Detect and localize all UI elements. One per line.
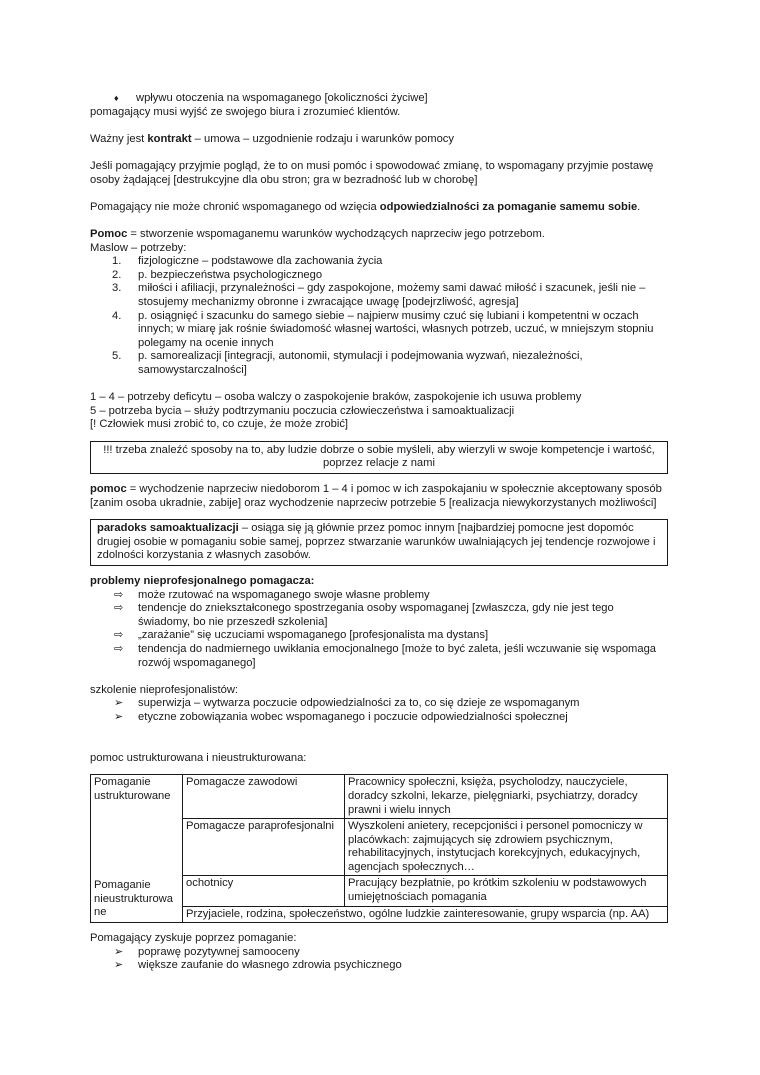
paragraph-bycie: 5 – potrzeba bycia – służy podtrzymaniu poczucia człowieczeństwa i samoaktualizacji <box>90 404 515 417</box>
arrow-right-icon: ⇨ <box>114 588 124 601</box>
document-page <box>90 92 668 973</box>
table-row <box>91 819 668 876</box>
zyski-title: Pomagający zyskuje poprzez pomaganie: <box>90 932 297 945</box>
table-cell: Wyszkoleni anietery, recepcjoniści i personel pomocniczy w placówkach: zajmujących się zdrowiem psychicznym, rehabilitacyjnych, instytucjach korekcyjnych, edukacyjnych, agencjach społecznych… <box>345 819 668 876</box>
list-item: ➢ superwizja – wytwarza poczucie odpowiedzialności za to, co się dzieje ze wspomaganym <box>114 697 580 710</box>
paragraph-odpowiedzialnosc: Pomagający nie może chronić wspomaganego od wzięcia odpowiedzialności za pomaganie samemu sobie. <box>90 200 641 213</box>
bullet-text: wpływu otoczenia na wspomaganego [okoliczności życiwe] <box>136 92 428 104</box>
arrowhead-icon: ➢ <box>114 710 124 723</box>
table-cell: Przyjaciele, rodzina, społeczeństwo, ogólne ludzkie zainteresowanie, grupy wsparcia (np. AA) <box>183 906 668 923</box>
list-item: ⇨ może rzutować na wspomaganego swoje własne problemy <box>114 588 430 601</box>
list-item: 2. p. bezpieczeństwa psychologicznego <box>112 268 323 281</box>
list-item: ⇨ tendencja do nadmiernego uwikłania emocjonalnego [może to być zaleta, jeśli wczuwanie się wspomaga rozwój wspomaganego] <box>114 642 657 669</box>
arrowhead-icon: ➢ <box>114 959 124 972</box>
maslow-title: Maslow – potrzeby: <box>90 241 187 254</box>
helpers-table <box>90 774 668 923</box>
list-item: ⇨ tendencje do zniekształconego spostrzegania osoby wspomaganej [zwłaszcza, gdy nie jest tego świadomy, bo nie przeszedł szkolenia] <box>114 602 614 628</box>
list-item: ⇨ „zarażanie” się uczuciami wspomaganego [profesjonalista ma dystans] <box>114 629 489 642</box>
list-item: 4. p. osiągnięć i szacunku do samego siebie – najpierw musimy czuć się lubiani i kompetentni w oczach innych; w miarę jak rośnie świadomość własnej wartości, własnych potrzeb, uczuć, w mniejszym stopniu polegamy na ocenie innych <box>112 309 654 349</box>
paragraph-pomoc: pomoc = wychodzenie naprzeciw niedoborom 1 – 4 i pomoc w ich zaspokajaniu w społecznie akceptowany sposób [zanim osoba ukradnie, zabije] oraz wychodzenie naprzeciw potrzebie 5 [realizacja niewykorzystanych możliwości] <box>90 483 662 509</box>
table-cell: Pomagacze zawodowi <box>183 775 345 819</box>
problemy-list <box>90 589 668 671</box>
problemy-title: problemy nieprofesjonalnego pomagacza: <box>90 575 315 587</box>
arrow-right-icon: ⇨ <box>114 602 124 615</box>
paragraph-note: [! Człowiek musi zrobić to, co czuje, że może zrobić] <box>90 418 349 431</box>
table-title: pomoc ustrukturowana i nieustrukturowana: <box>90 751 307 764</box>
list-item: ➢ etyczne zobowiązania wobec wspomaganego i poczucie odpowiedzialności społecznej <box>114 710 568 723</box>
highlight-box: !!! trzeba znaleźć sposoby na to, aby ludzie dobrze o sobie myśleli, aby wierzyli w swoje kompetencje i wartość, poprzez relacje z nami <box>90 441 668 474</box>
list-item: ➢ większe zaufanie do własnego zdrowia psychicznego <box>114 959 402 972</box>
arrowhead-icon: ➢ <box>114 945 124 958</box>
zyski-list <box>90 946 668 973</box>
szkolenie-title: szkolenie nieprofesjonalistów: <box>90 683 239 696</box>
paragraph-pomoc-definition: Pomoc = stworzenie wspomaganemu warunków wychodzących naprzeciw jego potrzebom. <box>90 227 545 240</box>
table-cell <box>91 819 183 876</box>
paragraph-poglad: Jeśli pomagający przyjmie pogląd, że to on musi pomóc i spowodować zmianę, to wspomagany przyjmie postawę osoby żądającej [destrukcyjne dla obu stron; gra w bezradność lub w chorobę] <box>90 159 654 186</box>
list-item: 3. miłości i afiliacji, przynależności – gdy zaspokojone, możemy sami dawać miłość i szacunek, jeśli nie – stosujemy mechanizmy obronne i zwracające uwagę [podejrzliwość, agresja] <box>112 282 646 308</box>
table-cell: Pracujący bezpłatnie, po krótkim szkoleniu w podstawowych umiejętnościach pomagania <box>345 876 668 906</box>
maslow-list <box>90 255 668 377</box>
arrowhead-icon: ➢ <box>114 697 124 710</box>
table-cell: Pomaganie ustrukturowane <box>91 775 183 819</box>
paragraph: pomagający musi wyjść ze swojego biura i zrozumieć klientów. <box>90 105 401 118</box>
table-row <box>91 775 668 819</box>
table-cell: Pomaganie nieustrukturowa ne <box>91 876 183 923</box>
paragraph-deficyt: 1 – 4 – potrzeby deficytu – osoba walczy o zaspokojenie braków, zaspokojenie ich usuwa problemy <box>90 391 582 404</box>
list-item: 1. fizjologiczne – podstawowe dla zachowania życia <box>112 255 383 268</box>
szkolenie-list <box>90 697 668 724</box>
bullet-item <box>90 92 668 106</box>
paragraph-kontrakt: Ważny jest kontrakt – umowa – uzgodnienie rodzaju i warunków pomocy <box>90 132 454 145</box>
table-row <box>91 876 668 906</box>
arrow-right-icon: ⇨ <box>114 642 124 655</box>
list-item: 5. p. samorealizacji [integracji, autonomii, stymulacji i podejmowania wyzwań, niezależności, samowystarczalności] <box>112 350 583 376</box>
arrow-right-icon: ⇨ <box>114 629 124 642</box>
paradoks-box: paradoks samoaktualizacji – osiąga się ją głównie przez pomoc innym [najbardziej pomocne jest dopomóc drugiej osobie w pomaganiu sobie samej, poprzez stwarzanie warunków uwalniających jej tendencje rozwojowe i zdolności korzystania z własnych zasobów. <box>90 519 668 566</box>
diamond-bullet-icon: ♦ <box>114 93 119 103</box>
table-cell: ochotnicy <box>183 876 345 906</box>
table-cell: Pomagacze paraprofesjonalni <box>183 819 345 876</box>
table-cell: Pracownicy społeczni, księża, psycholodzy, nauczyciele, doradcy szkolni, lekarze, pielęgniarki, psychiatrzy, doradcy prawni i wielu innych <box>345 775 668 819</box>
list-item: ➢ poprawę pozytywnej samooceny <box>114 945 300 958</box>
